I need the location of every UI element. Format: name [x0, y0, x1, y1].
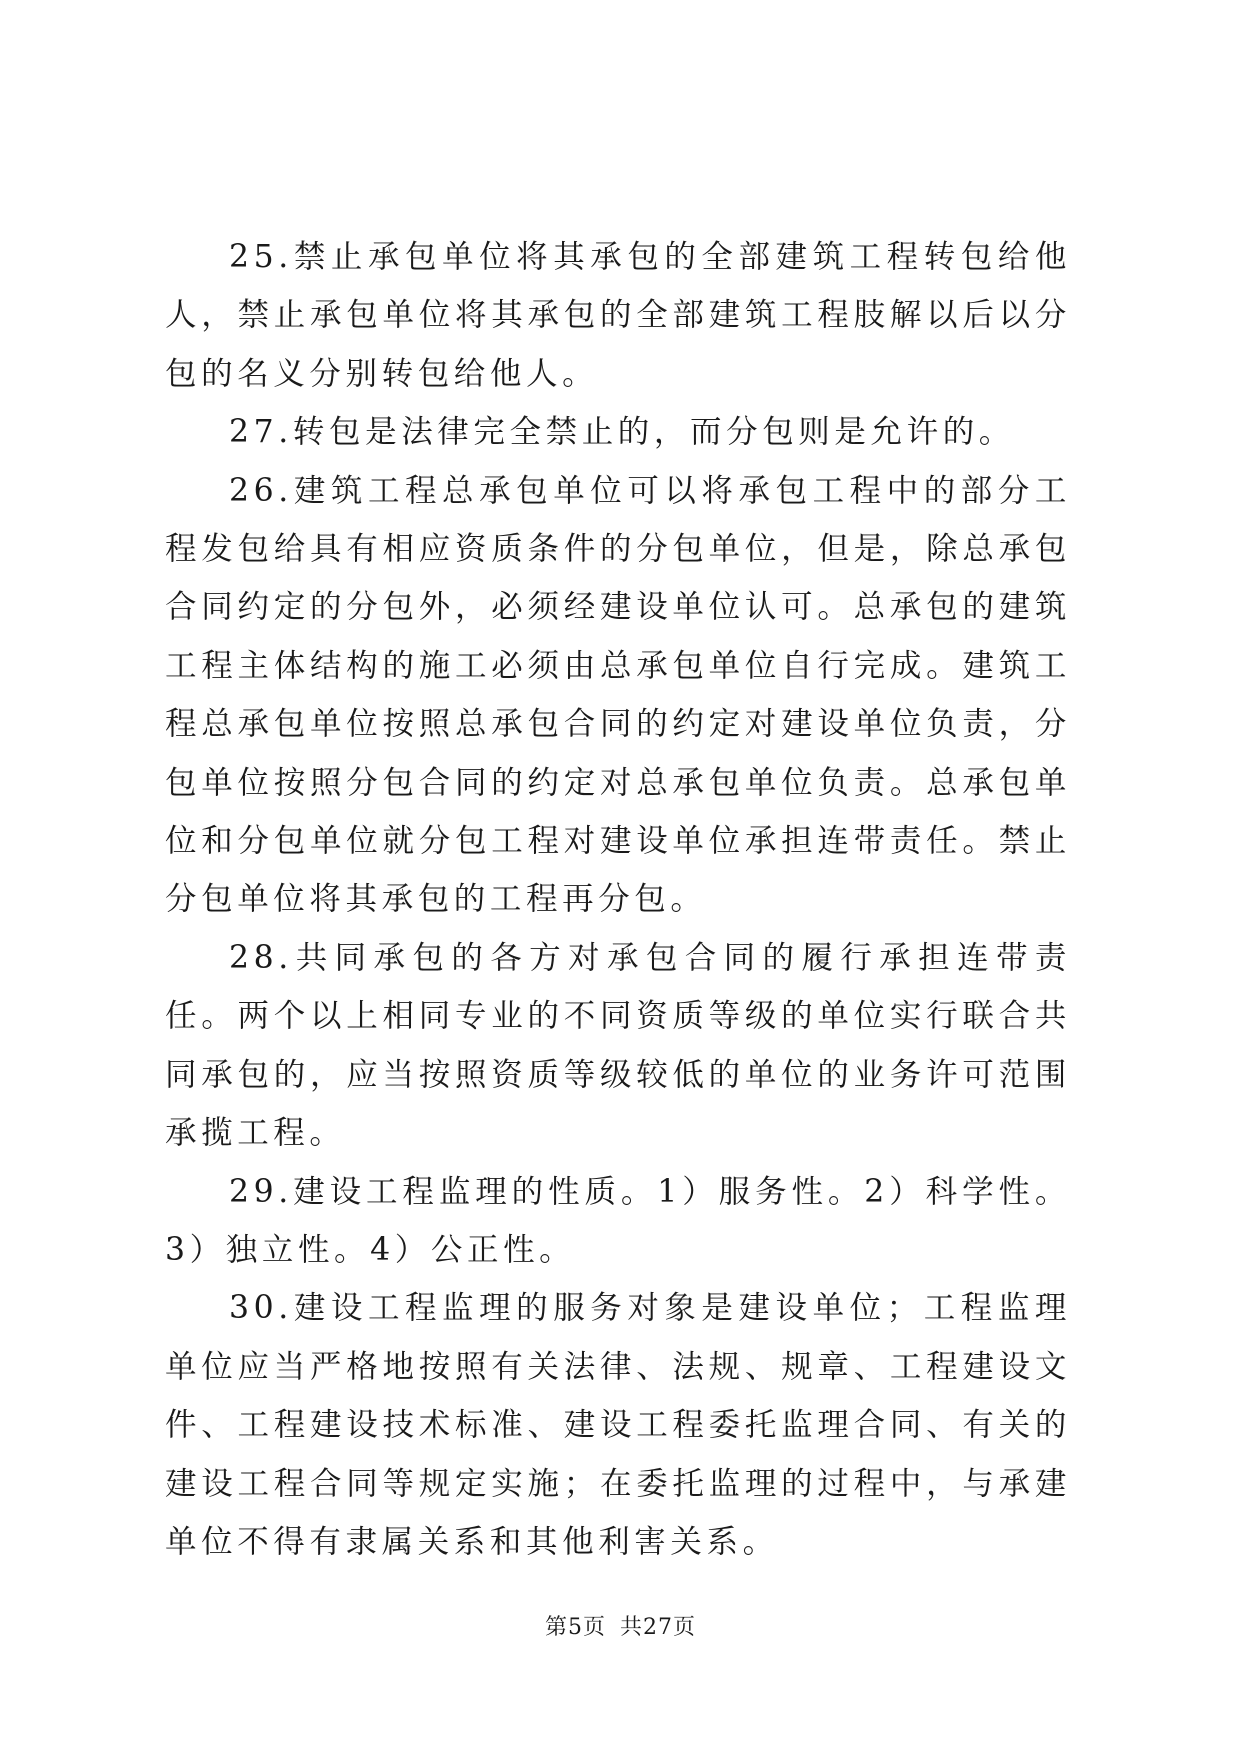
paragraph-29: 29.建设工程监理的性质。1）服务性。2）科学性。3）独立性。4）公正性。	[165, 1173, 1071, 1268]
paragraph-25: 25.禁止承包单位将其承包的全部建筑工程转包给他人，禁止承包单位将其承包的全部建筑工程肢解以后以分包的名义分别转包给他人。	[165, 239, 1071, 392]
paragraph-26: 26.建筑工程总承包单位可以将承包工程中的部分工程发包给具有相应资质条件的分包单位，但是，除总承包合同约定的分包外，必须经建设单位认可。总承包的建筑工程主体结构的施工必须由总承包单位自行完成。建筑工程总承包单位按照总承包合同的约定对建设单位负责，分包单位按照分包合同的约定对总承包单位负责。总承包单位和分包单位就分包工程对建设单位承担连带责任。禁止分包单位将其承包的工程再分包。	[165, 472, 1071, 918]
current-page-number: 第5页	[545, 1615, 606, 1640]
paragraph-30: 30.建设工程监理的服务对象是建设单位；工程监理单位应当严格地按照有关法律、法规、规章、工程建设文件、工程建设技术标准、建设工程委托监理合同、有关的建设工程合同等规定实施；在委托监理的过程中，与承建单位不得有隶属关系和其他利害关系。	[165, 1290, 1071, 1560]
paragraph-27: 27.转包是法律完全禁止的，而分包则是允许的。	[229, 414, 1015, 451]
document-body	[165, 228, 1071, 1571]
total-pages: 共27页	[620, 1615, 696, 1640]
paragraph-28: 28.共同承包的各方对承包合同的履行承担连带责任。两个以上相同专业的不同资质等级的单位实行联合共同承包的，应当按照资质等级较低的单位的业务许可范围承揽工程。	[165, 939, 1071, 1152]
page-footer	[0, 1610, 1241, 1641]
